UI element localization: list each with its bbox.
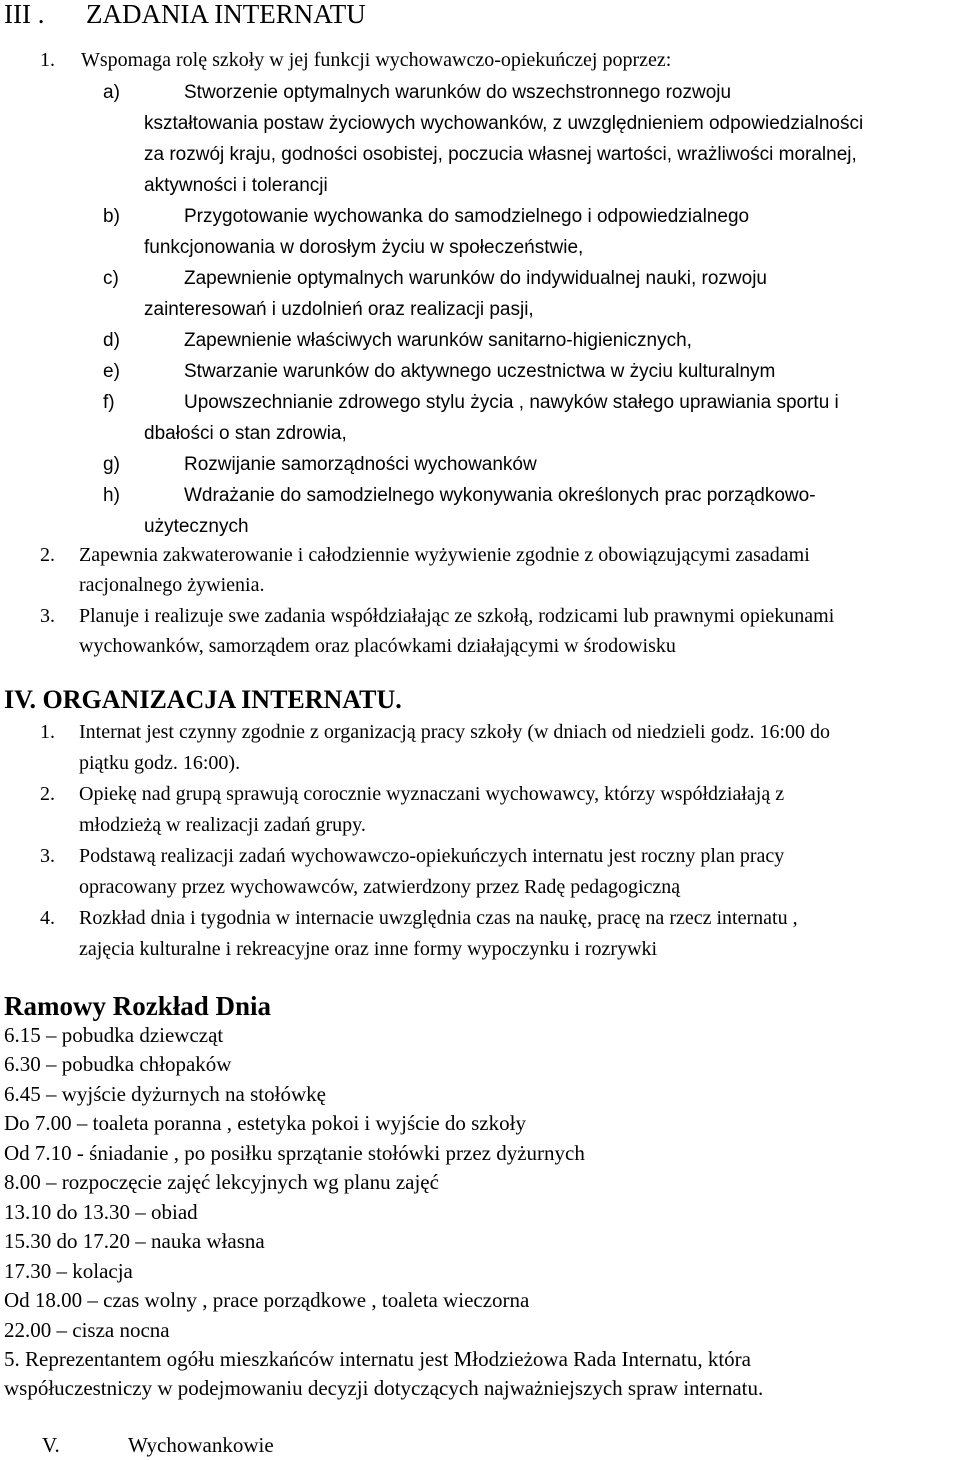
schedule-heading: Ramowy Rozkład Dnia: [4, 991, 272, 1021]
subitem-a-line: aktywności i tolerancji: [144, 175, 328, 196]
schedule-entry: 22.00 – cisza nocna: [4, 1318, 170, 1342]
iv-item-number: 4.: [40, 907, 55, 929]
item-3-line: wychowanków, samorządem oraz placówkami działającymi w środowisku: [79, 635, 676, 657]
subitem-b-line: Przygotowanie wychowanka do samodzielnego i odpowiedzialnego: [184, 206, 750, 227]
subitem-f-line: dbałości o stan zdrowia,: [144, 423, 347, 444]
subitem-c-line: Zapewnienie optymalnych warunków do indywidualnej nauki, rozwoju: [184, 268, 767, 289]
schedule-entry: 13.10 do 13.30 – obiad: [4, 1200, 198, 1224]
section-3-title: ZADANIA INTERNATU: [86, 0, 366, 29]
subitem-b-line: funkcjonowania w dorosłym życiu w społeczeństwie,: [144, 237, 584, 258]
item-5-line: 5. Reprezentantem ogółu mieszkańców internatu jest Młodzieżowa Rada Internatu, która: [4, 1347, 751, 1371]
subitem-g-line: Rozwijanie samorządności wychowanków: [184, 454, 537, 475]
iv-item-line: Internat jest czynny zgodnie z organizacją pracy szkoły (w dniach od niedzieli godz. 16:00 do: [79, 721, 831, 743]
section-4-heading: IV. ORGANIZACJA INTERNATU.: [4, 685, 402, 714]
item-5-line: współuczestniczy w podejmowaniu decyzji dotyczących najważniejszych spraw internatu.: [4, 1376, 764, 1400]
iv-item-line: zajęcia kulturalne i rekreacyjne oraz inne formy wypoczynku i rozrywki: [79, 938, 658, 960]
iv-item-line: Rozkład dnia i tygodnia w internacie uwzględnia czas na naukę, pracę na rzecz internatu ,: [79, 907, 798, 929]
iv-item-line: Opiekę nad grupą sprawują corocznie wyznaczani wychowawcy, którzy współdziałają z: [79, 783, 785, 805]
subitem-h-line: Wdrażanie do samodzielnego wykonywania określonych prac porządkowo-: [184, 485, 816, 506]
schedule-entry: 15.30 do 17.20 – nauka własna: [4, 1229, 265, 1253]
subitem-a-label: a): [103, 82, 120, 103]
subitem-g-label: g): [103, 454, 120, 475]
subitem-a-line: kształtowania postaw życiowych wychowanków, z uwzględnieniem odpowiedzialności: [144, 113, 864, 134]
schedule-entry: Od 18.00 – czas wolny , prace porządkowe , toaleta wieczorna: [4, 1288, 530, 1312]
schedule-entry: Do 7.00 – toaleta poranna , estetyka pokoi i wyjście do szkoły: [4, 1111, 526, 1135]
schedule-entry: 17.30 – kolacja: [4, 1259, 133, 1283]
section-3-number: III .: [4, 0, 45, 29]
item-1-number: 1.: [40, 49, 55, 71]
iv-item-number: 1.: [40, 721, 55, 743]
subitem-d-line: Zapewnienie właściwych warunków sanitarno-higienicznych,: [184, 330, 692, 351]
subitem-b-label: b): [103, 206, 120, 227]
section-3-heading: [4, 0, 366, 32]
iv-item-line: opracowany przez wychowawców, zatwierdzony przez Radę pedagogiczną: [79, 876, 681, 898]
item-2-line: Zapewnia zakwaterowanie i całodziennie wyżywienie zgodnie z obowiązującymi zasadami: [79, 544, 810, 566]
subitem-h-label: h): [103, 485, 120, 506]
iv-item-number: 2.: [40, 783, 55, 805]
section-5-title: Wychowankowie: [128, 1433, 274, 1457]
item-2-number: 2.: [40, 544, 55, 566]
subitem-d-label: d): [103, 330, 120, 351]
section-5-heading: [42, 1430, 274, 1460]
iv-item-line: młodzieżą w realizacji zadań grupy.: [79, 814, 366, 836]
section-5-number: V.: [42, 1433, 60, 1457]
iv-item-line: Podstawą realizacji zadań wychowawczo-opiekuńczych internatu jest roczny plan pracy: [79, 845, 785, 867]
subitem-f-line: Upowszechnianie zdrowego stylu życia , nawyków stałego uprawiania sportu i: [184, 392, 839, 413]
subitem-e-label: e): [103, 361, 120, 382]
item-3-number: 3.: [40, 605, 55, 627]
item-1-intro: Wspomaga rolę szkoły w jej funkcji wychowawczo-opiekuńczej poprzez:: [81, 49, 672, 71]
item-2-line: racjonalnego żywienia.: [79, 574, 265, 596]
schedule-entry: 8.00 – rozpoczęcie zajęć lekcyjnych wg planu zajęć: [4, 1170, 439, 1194]
schedule-entry: 6.45 – wyjście dyżurnych na stołówkę: [4, 1082, 326, 1106]
subitem-e-line: Stwarzanie warunków do aktywnego uczestnictwa w życiu kulturalnym: [184, 361, 776, 382]
schedule-entry: Od 7.10 - śniadanie , po posiłku sprzątanie stołówki przez dyżurnych: [4, 1141, 585, 1165]
iv-item-line: piątku godz. 16:00).: [79, 752, 241, 774]
subitem-c-line: zainteresowań i uzdolnień oraz realizacji pasji,: [144, 299, 534, 320]
schedule-entry: 6.30 – pobudka chłopaków: [4, 1052, 232, 1076]
subitem-c-label: c): [103, 268, 119, 289]
iv-item-number: 3.: [40, 845, 55, 867]
subitem-a-line: Stworzenie optymalnych warunków do wszechstronnego rozwoju: [184, 82, 732, 103]
item-3-line: Planuje i realizuje swe zadania współdziałając ze szkołą, rodzicami lub prawnymi opiekunami: [79, 605, 835, 627]
schedule-entry: 6.15 – pobudka dziewcząt: [4, 1023, 224, 1047]
subitem-f-label: f): [103, 392, 115, 413]
subitem-a-line: za rozwój kraju, godności osobistej, poczucia własnej wartości, wrażliwości moralnej,: [144, 144, 857, 165]
subitem-h-line: użytecznych: [144, 516, 249, 537]
